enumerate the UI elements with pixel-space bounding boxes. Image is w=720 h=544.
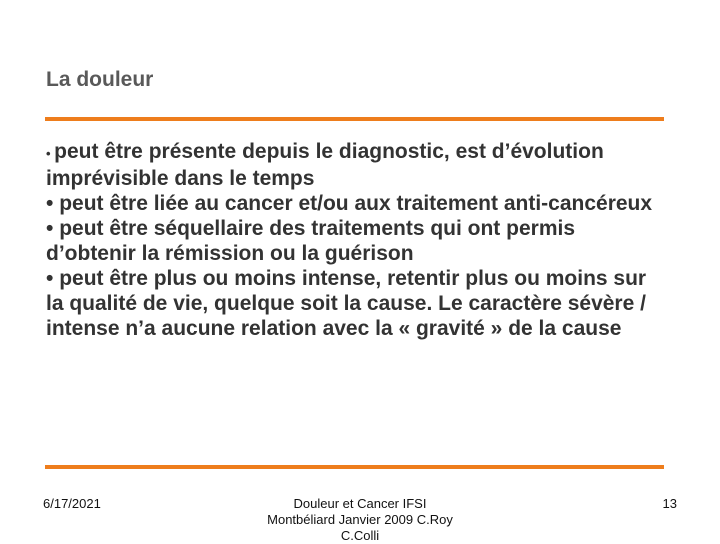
footer-date: 6/17/2021 bbox=[43, 496, 101, 511]
bullet-item: • peut être séquellaire des traitements qui ont permis d’obtenir la rémission ou la guérison bbox=[46, 216, 658, 266]
top-divider bbox=[45, 117, 664, 121]
footer-center bbox=[210, 496, 510, 544]
bullet-item: • peut être plus ou moins intense, retentir plus ou moins sur la qualité de vie, quelque soit la cause. Le caractère sévère / intense n’a aucune relation avec la « gravité » de la cause bbox=[46, 266, 658, 341]
page-number: 13 bbox=[662, 496, 677, 511]
footer-line: Douleur et Cancer IFSI bbox=[293, 496, 427, 511]
footer-line: Montbéliard Janvier 2009 C.Roy bbox=[267, 512, 453, 527]
bullet-item: • peut être liée au cancer et/ou aux traitement anti-cancéreux bbox=[46, 191, 658, 216]
bottom-divider bbox=[45, 465, 664, 469]
slide-title: La douleur bbox=[46, 68, 154, 91]
bullet-item: • peut être présente depuis le diagnostic, est d’évolution imprévisible dans le temps bbox=[46, 139, 658, 191]
footer-line: C.Colli bbox=[340, 528, 380, 543]
bullet-list bbox=[46, 139, 658, 341]
